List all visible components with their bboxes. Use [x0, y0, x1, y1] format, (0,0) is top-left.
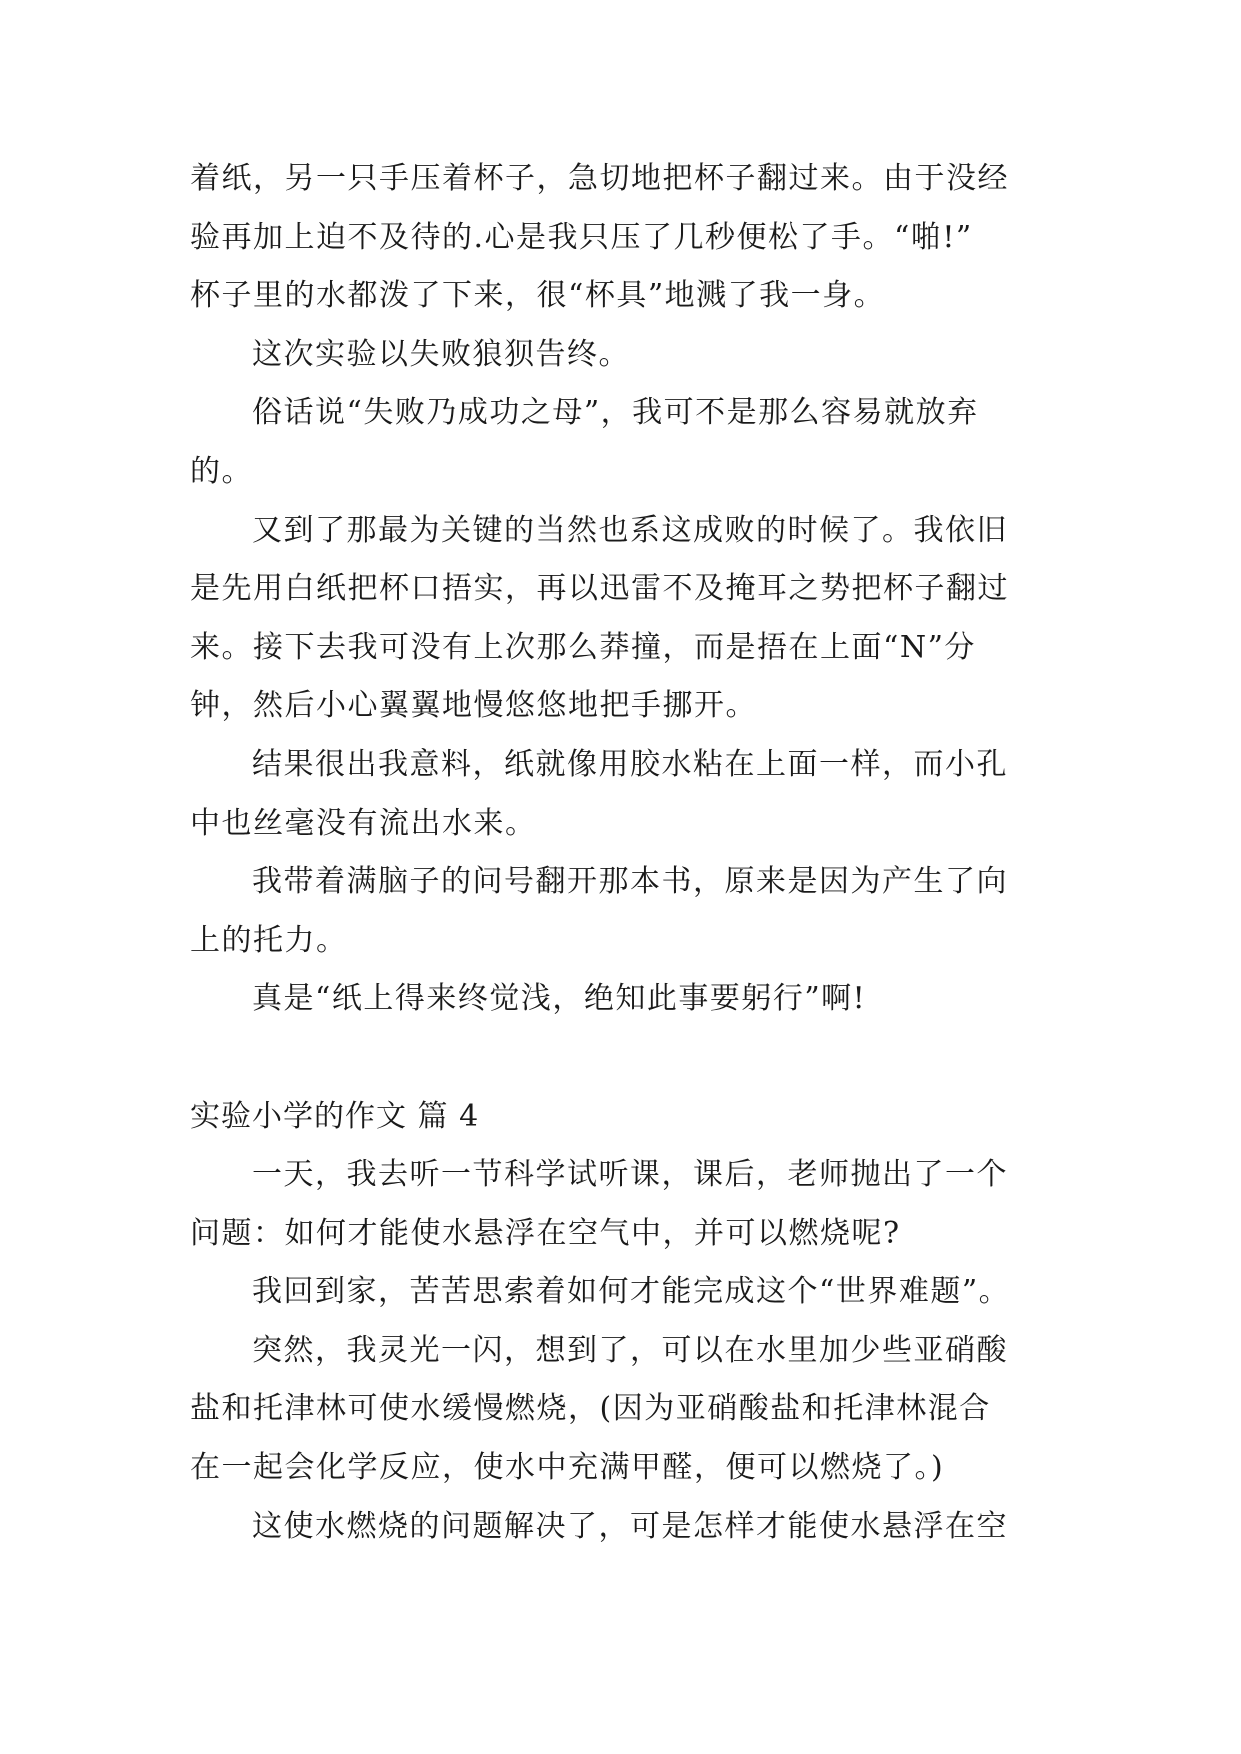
- paragraph-start: 这次实验以失败狼狈告终。: [252, 336, 630, 372]
- section-heading: 实验小学的作文 篇 4: [190, 1098, 480, 1134]
- text-line: 的。: [190, 453, 253, 489]
- paragraph-start: 又到了那最为关键的当然也系这成败的时候了。我依旧: [252, 512, 1008, 548]
- text-line: 是先用白纸把杯口捂实，再以迅雷不及掩耳之势把杯子翻过: [190, 571, 1009, 607]
- text-line: 中也丝毫没有流出水来。: [190, 805, 537, 841]
- paragraph-start: 一天，我去听一节科学试听课，课后，老师抛出了一个: [252, 1157, 1008, 1193]
- paragraph-start: 突然，我灵光一闪，想到了，可以在水里加少些亚硝酸: [252, 1332, 1008, 1368]
- text-line: 杯子里的水都泼了下来，很“杯具”地溅了我一身。: [190, 278, 886, 314]
- section-spacer: [190, 1029, 1052, 1088]
- paragraph-start: 我回到家，苦苦思索着如何才能完成这个“世界难题”。: [252, 1274, 1011, 1310]
- text-line: 上的托力。: [190, 922, 348, 958]
- text-line: 盐和托津林可使水缓慢燃烧，(因为亚硝酸盐和托津林混合: [190, 1391, 991, 1427]
- text-line: 在一起会化学反应，使水中充满甲醛，便可以燃烧了。): [190, 1450, 945, 1486]
- text-line: 验再加上迫不及待的.心是我只压了几秒便松了手。“啪!”: [190, 219, 973, 255]
- document-body: [190, 150, 1052, 1556]
- paragraph-start: 俗话说“失败乃成功之母”，我可不是那么容易就放弃: [252, 395, 979, 431]
- paragraph-start: 真是“纸上得来终觉浅，绝知此事要躬行”啊!: [252, 981, 867, 1017]
- text-line: 来。接下去我可没有上次那么莽撞，而是捂在上面“N”分: [190, 629, 976, 665]
- text-line: 问题：如何才能使水悬浮在空气中，并可以燃烧呢?: [190, 1215, 901, 1251]
- paragraph-start: 结果很出我意料，纸就像用胶水粘在上面一样，而小孔: [252, 746, 1008, 782]
- text-line: 钟，然后小心翼翼地慢悠悠地把手挪开。: [190, 688, 757, 724]
- paragraph-start: 这使水燃烧的问题解决了，可是怎样才能使水悬浮在空: [252, 1508, 1008, 1544]
- text-line: 着纸，另一只手压着杯子，急切地把杯子翻过来。由于没经: [190, 161, 1009, 196]
- paragraph-start: 我带着满脑子的问号翻开那本书，原来是因为产生了向: [252, 864, 1008, 900]
